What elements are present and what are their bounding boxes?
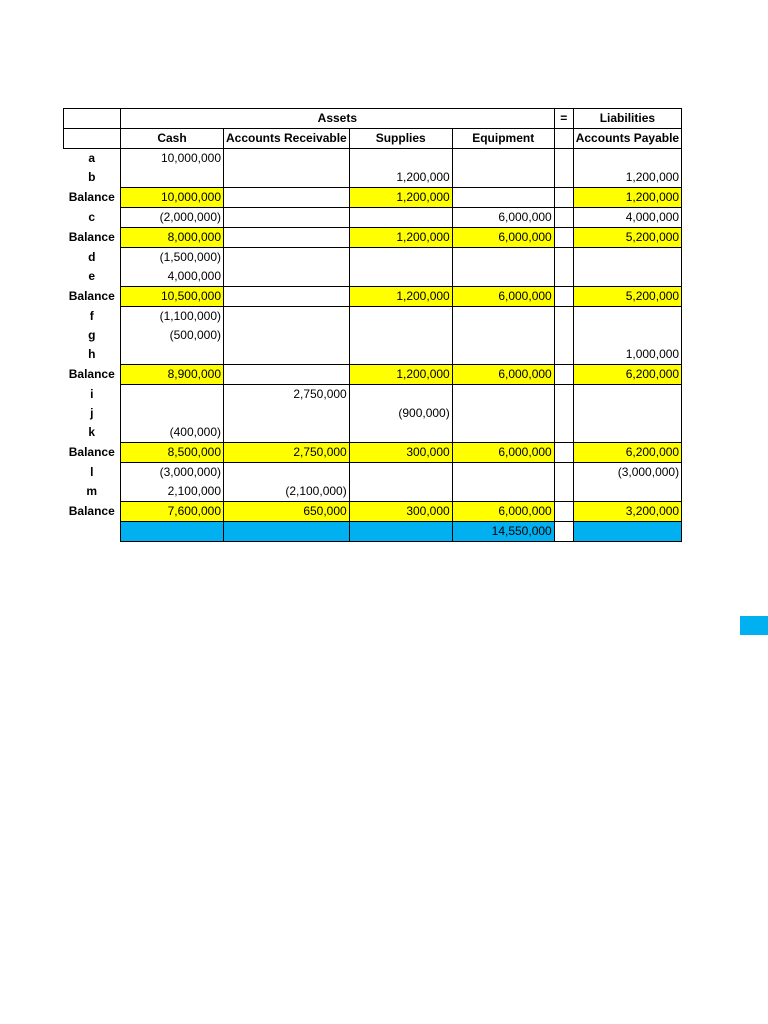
cash-cell[interactable]: 8,000,000 [121, 228, 224, 248]
equipment-cell[interactable] [452, 345, 554, 365]
accounts-payable-cell[interactable] [573, 385, 681, 405]
worksheet-table [63, 108, 682, 542]
cash-cell[interactable]: 4,000,000 [121, 267, 224, 287]
cash-cell[interactable]: 10,500,000 [121, 287, 224, 307]
cash-cell[interactable]: (400,000) [121, 423, 224, 443]
supplies-cell[interactable]: 1,200,000 [349, 188, 452, 208]
accounts-payable-cell[interactable] [573, 423, 681, 443]
equipment-cell[interactable]: 6,000,000 [452, 443, 554, 463]
accounts-receivable-cell[interactable] [224, 188, 350, 208]
transaction-row [64, 404, 682, 423]
equals-gap-cell[interactable] [554, 345, 573, 365]
cash-cell[interactable] [121, 404, 224, 423]
supplies-cell[interactable]: 1,200,000 [349, 228, 452, 248]
equals-gap-cell[interactable] [554, 188, 573, 208]
equals-gap-cell[interactable] [554, 267, 573, 287]
equals-gap-cell[interactable] [554, 208, 573, 228]
transaction-row [64, 385, 682, 405]
transaction-row [64, 423, 682, 443]
equipment-cell[interactable] [452, 326, 554, 345]
accounts-receivable-cell[interactable] [224, 365, 350, 385]
transaction-row [64, 345, 682, 365]
header-row-groups [64, 109, 682, 129]
row-label[interactable]: e [88, 269, 96, 284]
equipment-cell[interactable] [452, 267, 554, 287]
transaction-row [64, 307, 682, 327]
accounts-receivable-cell[interactable] [224, 307, 350, 327]
equipment-cell[interactable] [452, 404, 554, 423]
supplies-cell[interactable] [349, 267, 452, 287]
equipment-cell[interactable] [452, 463, 554, 483]
equals-gap-cell[interactable] [554, 287, 573, 307]
accounts-payable-cell[interactable]: 3,200,000 [573, 502, 681, 522]
assets-total-value[interactable]: 14,550,000 [452, 522, 554, 542]
accounts-payable-cell[interactable]: 4,000,000 [573, 208, 681, 228]
total-row [64, 522, 682, 542]
equals-gap-cell[interactable] [554, 463, 573, 483]
supplies-cell[interactable] [349, 423, 452, 443]
balance-row [64, 287, 682, 307]
equipment-cell[interactable]: 6,000,000 [452, 287, 554, 307]
equals-gap-cell[interactable] [554, 365, 573, 385]
supplies-cell[interactable] [349, 326, 452, 345]
cash-cell[interactable] [121, 168, 224, 188]
cash-cell[interactable]: (3,000,000) [121, 463, 224, 483]
equipment-cell[interactable]: 6,000,000 [452, 208, 554, 228]
accounting-equation-worksheet [63, 108, 682, 542]
equals-gap-cell[interactable] [554, 149, 573, 169]
equipment-cell[interactable] [452, 482, 554, 502]
equipment-cell[interactable]: 6,000,000 [452, 228, 554, 248]
total-bar-supplies[interactable] [349, 522, 452, 542]
accounts-payable-cell[interactable]: 1,200,000 [573, 168, 681, 188]
transaction-row [64, 267, 682, 287]
supplies-cell[interactable] [349, 149, 452, 169]
supplies-cell[interactable] [349, 385, 452, 405]
accounts-payable-cell[interactable] [573, 267, 681, 287]
row-label[interactable]: k [88, 425, 96, 440]
accounts-payable-cell[interactable] [573, 248, 681, 268]
equals-gap-cell[interactable] [554, 168, 573, 188]
transaction-row [64, 149, 682, 169]
accounts-receivable-cell[interactable] [224, 248, 350, 268]
supplies-cell[interactable]: 300,000 [349, 502, 452, 522]
accounts-payable-cell[interactable]: 1,200,000 [573, 188, 681, 208]
corner-cell[interactable] [64, 109, 121, 129]
row-label[interactable]: c [88, 210, 96, 224]
accounts-receivable-cell[interactable] [224, 149, 350, 169]
equipment-cell[interactable] [452, 149, 554, 169]
accounts-receivable-cell[interactable] [224, 267, 350, 287]
cash-cell[interactable]: 7,600,000 [121, 502, 224, 522]
total-bar-liabilities[interactable] [573, 522, 681, 542]
accounts-payable-cell[interactable] [573, 482, 681, 502]
balance-row [64, 443, 682, 463]
supplies-cell[interactable]: 1,200,000 [349, 168, 452, 188]
equals-gap-cell[interactable] [554, 404, 573, 423]
cash-cell[interactable]: 10,000,000 [121, 149, 224, 169]
equals-gap-cell[interactable] [554, 443, 573, 463]
cash-cell[interactable]: 10,000,000 [121, 188, 224, 208]
balance-row [64, 188, 682, 208]
row-label[interactable]: d [88, 249, 96, 264]
supplies-cell[interactable] [349, 248, 452, 268]
equals-gap-cell[interactable] [554, 228, 573, 248]
accounts-receivable-cell[interactable] [224, 287, 350, 307]
row-label[interactable]: j [90, 406, 94, 420]
equipment-cell[interactable] [452, 248, 554, 268]
equals-gap-cell[interactable] [554, 385, 573, 405]
cash-cell[interactable]: 8,500,000 [121, 443, 224, 463]
balance-row [64, 502, 682, 522]
accounts-receivable-cell[interactable]: 650,000 [224, 502, 350, 522]
accounts-payable-cell[interactable] [573, 404, 681, 423]
accounts-receivable-cell[interactable] [224, 168, 350, 188]
accounts-receivable-cell[interactable] [224, 326, 350, 345]
row-label[interactable]: m [86, 484, 98, 499]
row-label[interactable]: b [88, 170, 96, 185]
accounts-payable-cell[interactable]: 6,200,000 [573, 443, 681, 463]
row-label[interactable]: Balance [68, 367, 115, 381]
accounts-payable-cell[interactable] [573, 307, 681, 327]
header-row-columns [64, 129, 682, 149]
accounts-payable-cell[interactable] [573, 326, 681, 345]
total-bar-extension [740, 616, 768, 635]
row-label[interactable]: h [88, 347, 96, 362]
cash-cell[interactable] [121, 385, 224, 405]
accounts-receivable-cell[interactable] [224, 228, 350, 248]
assets-header[interactable]: Assets [121, 109, 555, 129]
total-bar-cash[interactable] [121, 522, 224, 542]
supplies-cell[interactable]: 300,000 [349, 443, 452, 463]
accounts-payable-cell[interactable]: 6,200,000 [573, 365, 681, 385]
cash-cell[interactable]: 8,900,000 [121, 365, 224, 385]
accounts-payable-cell[interactable]: 5,200,000 [573, 287, 681, 307]
accounts-receivable-header[interactable]: Accounts Receivable [224, 129, 350, 149]
equals-gap-cell[interactable] [554, 482, 573, 502]
equipment-cell[interactable] [452, 307, 554, 327]
accounts-receivable-cell[interactable]: (2,100,000) [224, 482, 350, 502]
equals-gap-cell[interactable] [554, 307, 573, 327]
accounts-receivable-cell[interactable] [224, 423, 350, 443]
transaction-row [64, 168, 682, 188]
equipment-cell[interactable] [452, 188, 554, 208]
total-equals-cell[interactable] [554, 522, 573, 542]
transaction-row [64, 463, 682, 483]
total-label-cell[interactable] [64, 522, 121, 542]
accounts-payable-header[interactable]: Accounts Payable [573, 129, 681, 149]
row-label[interactable]: Balance [68, 445, 115, 459]
accounts-receivable-cell[interactable] [224, 404, 350, 423]
equipment-header[interactable]: Equipment [452, 129, 554, 149]
supplies-cell[interactable] [349, 208, 452, 228]
transaction-row [64, 208, 682, 228]
equals-gap-cell[interactable] [554, 326, 573, 345]
cash-cell[interactable]: (2,000,000) [121, 208, 224, 228]
equals-spacer-header[interactable] [554, 129, 573, 149]
row-label[interactable]: a [88, 151, 96, 165]
balance-row [64, 228, 682, 248]
equipment-cell[interactable] [452, 385, 554, 405]
accounts-receivable-cell[interactable]: 2,750,000 [224, 385, 350, 405]
row-label[interactable]: l [90, 464, 94, 479]
transaction-row [64, 248, 682, 268]
row-label[interactable]: Balance [68, 190, 115, 204]
cash-cell[interactable]: (500,000) [121, 326, 224, 345]
equipment-cell[interactable] [452, 168, 554, 188]
accounts-payable-cell[interactable] [573, 149, 681, 169]
row-label[interactable]: Balance [68, 230, 115, 244]
equipment-cell[interactable]: 6,000,000 [452, 502, 554, 522]
supplies-cell[interactable] [349, 345, 452, 365]
equals-gap-cell[interactable] [554, 502, 573, 522]
row-label[interactable]: Balance [68, 504, 115, 518]
supplies-cell[interactable] [349, 307, 452, 327]
row-label[interactable]: i [90, 386, 94, 401]
cash-cell[interactable]: (1,100,000) [121, 307, 224, 327]
accounts-receivable-cell[interactable]: 2,750,000 [224, 443, 350, 463]
liabilities-header[interactable]: Liabilities [573, 109, 681, 129]
equals-gap-cell[interactable] [554, 248, 573, 268]
equals-gap-cell[interactable] [554, 423, 573, 443]
supplies-cell[interactable]: 1,200,000 [349, 365, 452, 385]
equipment-cell[interactable] [452, 423, 554, 443]
row-label[interactable]: Balance [68, 289, 115, 303]
balance-row [64, 365, 682, 385]
accounts-receivable-cell[interactable] [224, 463, 350, 483]
cash-cell[interactable]: 2,100,000 [121, 482, 224, 502]
cash-cell[interactable] [121, 345, 224, 365]
supplies-cell[interactable]: 1,200,000 [349, 287, 452, 307]
label-header-cell[interactable] [64, 129, 121, 149]
total-bar-ar[interactable] [224, 522, 350, 542]
accounts-payable-cell[interactable]: (3,000,000) [573, 463, 681, 483]
cash-cell[interactable]: (1,500,000) [121, 248, 224, 268]
supplies-cell[interactable] [349, 463, 452, 483]
accounts-receivable-cell[interactable] [224, 208, 350, 228]
transaction-row [64, 326, 682, 345]
cash-header[interactable]: Cash [121, 129, 224, 149]
accounts-receivable-cell[interactable] [224, 345, 350, 365]
supplies-cell[interactable]: (900,000) [349, 404, 452, 423]
transaction-row [64, 482, 682, 502]
equals-header[interactable]: = [554, 109, 573, 129]
supplies-cell[interactable] [349, 482, 452, 502]
row-label[interactable]: g [88, 328, 96, 342]
row-label[interactable]: f [89, 308, 94, 323]
supplies-header[interactable]: Supplies [349, 129, 452, 149]
accounts-payable-cell[interactable]: 5,200,000 [573, 228, 681, 248]
equipment-cell[interactable]: 6,000,000 [452, 365, 554, 385]
accounts-payable-cell[interactable]: 1,000,000 [573, 345, 681, 365]
